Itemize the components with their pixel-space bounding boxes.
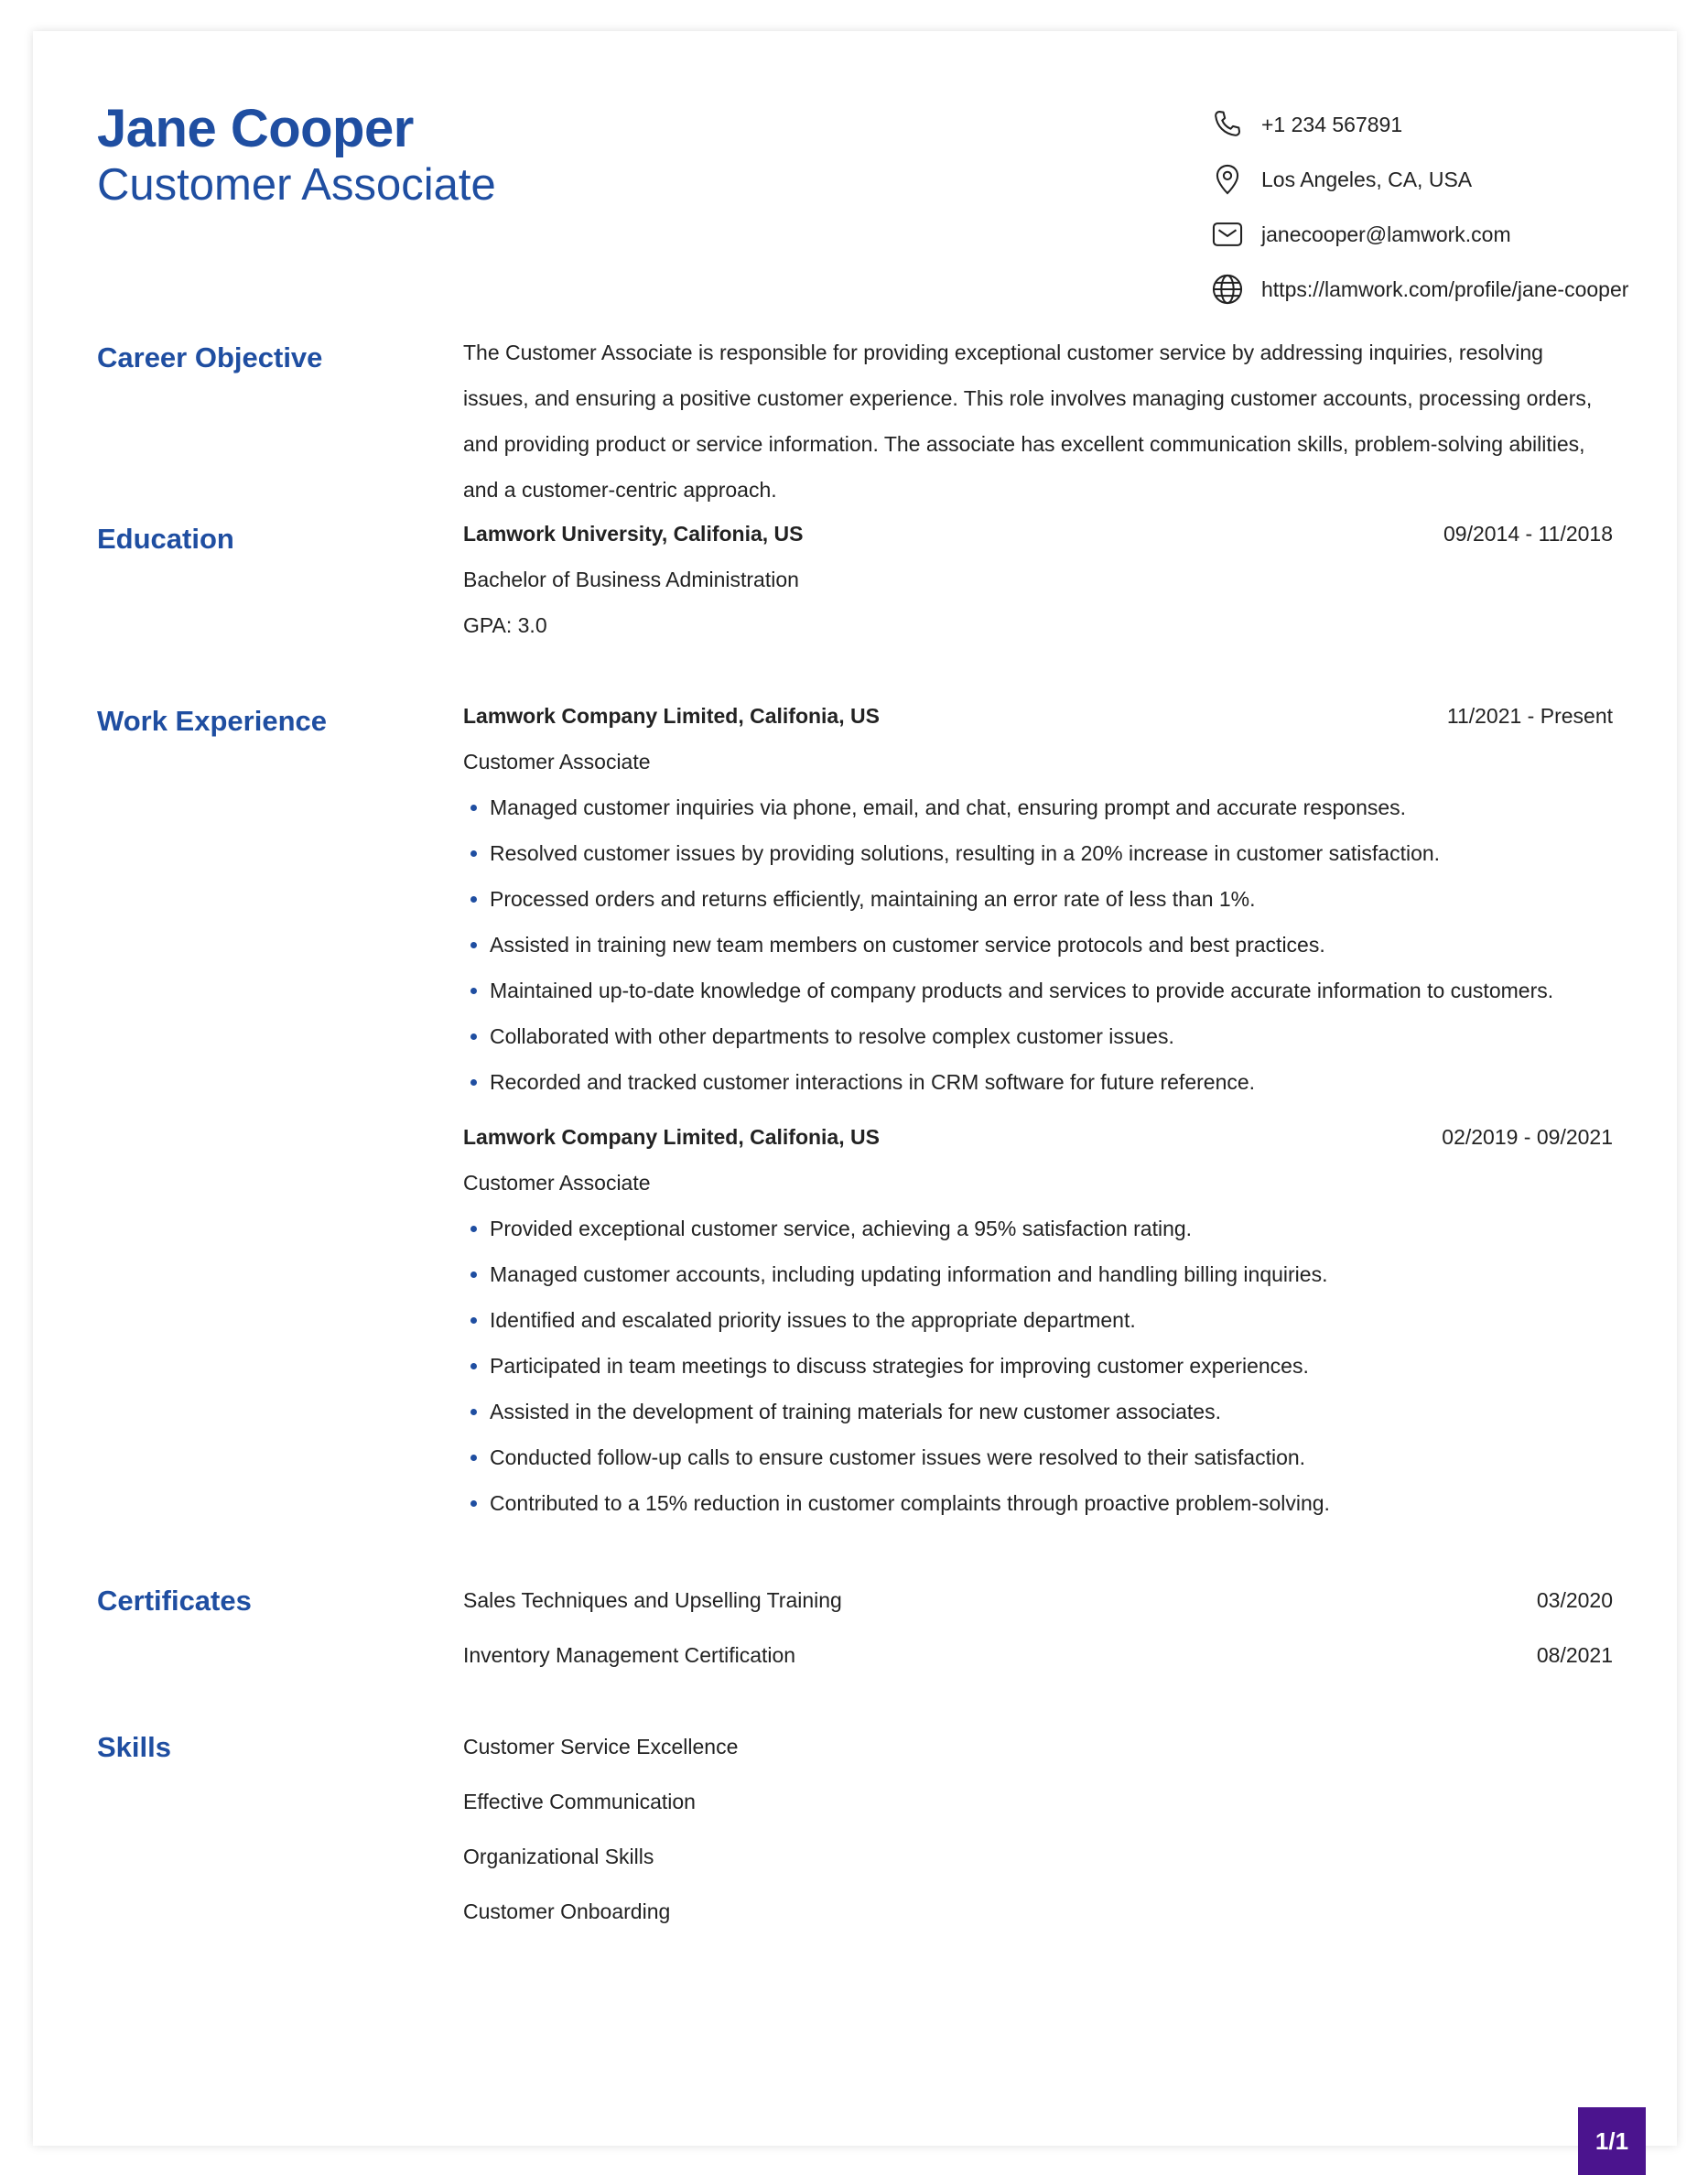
bullet-dot (470, 942, 477, 948)
section-title: Work Experience (97, 705, 327, 737)
section-body (463, 1573, 1613, 1683)
bullet-dot (470, 1033, 477, 1040)
certificate-row (463, 1573, 1613, 1628)
bullet-dot (470, 1409, 477, 1415)
list-item (463, 1013, 1613, 1059)
list-item (463, 785, 1613, 830)
skill-item: Customer Onboarding (463, 1899, 671, 1923)
section-title: Certificates (97, 1585, 252, 1617)
section-body (463, 1719, 1613, 1939)
job-position: Customer Associate (463, 1171, 651, 1195)
section-title: Education (97, 523, 234, 555)
page-indicator[interactable]: 1/1 (1578, 2107, 1646, 2175)
bullet-dot (470, 1317, 477, 1324)
job-dates: 02/2019 - 09/2021 (1442, 1124, 1613, 1149)
skill-item: Effective Communication (463, 1790, 696, 1813)
bullet-dot (470, 988, 477, 994)
school-name: Lamwork University, Califonia, US (463, 521, 804, 546)
certificate-name: Inventory Management Certification (463, 1642, 796, 1667)
bullet-text: Collaborated with other departments to resolve complex customer issues. (490, 1024, 1174, 1048)
contact-phone (1210, 97, 1613, 152)
globe-icon (1210, 272, 1245, 307)
job-header-row (463, 693, 1613, 739)
phone-icon (1210, 107, 1245, 142)
section-work-experience (97, 704, 1613, 1555)
email-text[interactable]: janecooper@lamwork.com (1261, 222, 1511, 246)
list-item (463, 1297, 1613, 1343)
list-item (463, 1343, 1613, 1389)
bullet-text: Identified and escalated priority issues to the appropriate department. (490, 1308, 1136, 1332)
list-item (463, 1251, 1613, 1297)
list-item (463, 1434, 1613, 1480)
list-item (463, 1206, 1613, 1251)
bullet-dot (470, 1500, 477, 1507)
bullet-dot (470, 1079, 477, 1086)
bullet-dot (470, 1271, 477, 1278)
job-entry (463, 1114, 1613, 1526)
job-bullets (463, 785, 1613, 1105)
bullet-dot (470, 896, 477, 903)
list-item (463, 1389, 1613, 1434)
resume-header (97, 71, 1629, 309)
section-title: Career Objective (97, 341, 323, 373)
skill-item: Organizational Skills (463, 1845, 654, 1868)
certificate-date: 03/2020 (1536, 1587, 1613, 1612)
bullet-dot (470, 850, 477, 857)
section-career-objective (97, 341, 1613, 505)
section-certificates (97, 1584, 1613, 1712)
list-item (463, 1480, 1613, 1526)
bullet-dot (470, 1226, 477, 1232)
skill-item: Customer Service Excellence (463, 1735, 739, 1758)
contact-website (1210, 262, 1629, 317)
job-entry (463, 693, 1613, 1105)
candidate-role: Customer Associate (97, 160, 496, 210)
list-item (463, 968, 1613, 1013)
bullet-text: Managed customer inquiries via phone, email, and chat, ensuring prompt and accurate responses. (490, 795, 1407, 819)
section-body (463, 511, 1613, 648)
bullet-text: Managed customer accounts, including updating information and handling billing inquiries. (490, 1262, 1328, 1286)
education-dates: 09/2014 - 11/2018 (1443, 521, 1613, 546)
website-text[interactable]: https://lamwork.com/profile/jane-cooper (1261, 276, 1629, 301)
bullet-text: Provided exceptional customer service, achieving a 95% satisfaction rating. (490, 1217, 1193, 1240)
list-item (463, 922, 1613, 968)
section-body (463, 341, 1613, 513)
job-bullets (463, 1206, 1613, 1526)
candidate-name: Jane Cooper (97, 99, 414, 158)
gpa: GPA: 3.0 (463, 613, 547, 637)
bullet-text: Assisted in the development of training materials for new customer associates. (490, 1400, 1221, 1423)
section-body (463, 693, 1613, 1526)
contact-list (1210, 97, 1629, 317)
certificate-row (463, 1628, 1613, 1683)
mail-icon (1210, 217, 1245, 252)
job-company: Lamwork Company Limited, Califonia, US (463, 703, 880, 728)
bullet-text: Maintained up-to-date knowledge of company products and services to provide accurate information to customers. (490, 979, 1554, 1002)
location-pin-icon (1210, 162, 1245, 197)
bullet-text: Contributed to a 15% reduction in customer complaints through proactive problem-solving. (490, 1491, 1330, 1515)
bullet-dot (470, 1363, 477, 1369)
bullet-text: Processed orders and returns efficiently, maintaining an error rate of less than 1%. (490, 887, 1256, 911)
bullet-dot (470, 805, 477, 811)
certificate-name: Sales Techniques and Upselling Training (463, 1587, 842, 1612)
bullet-text: Participated in team meetings to discuss strategies for improving customer experiences. (490, 1354, 1309, 1378)
bullet-text: Resolved customer issues by providing solutions, resulting in a 20% increase in customer satisfaction. (490, 841, 1441, 865)
list-item (463, 830, 1613, 876)
section-education (97, 522, 1613, 668)
list-item (463, 1059, 1613, 1105)
contact-location (1210, 152, 1613, 207)
job-header-row (463, 1114, 1613, 1160)
bullet-dot (470, 1455, 477, 1461)
objective-text: The Customer Associate is responsible for providing exceptional customer service by addressing inquiries, resolving issues, and ensuring a positive customer experience. This role involves managing customer accounts, processing orders, and providing product or service information. The associate has excellent communication skills, problem-solving abilities, and a customer-centric approach. (463, 341, 1593, 502)
job-dates: 11/2021 - Present (1446, 703, 1613, 728)
job-company: Lamwork Company Limited, Califonia, US (463, 1124, 880, 1149)
degree: Bachelor of Business Administration (463, 568, 799, 591)
resume-page (33, 31, 1677, 2155)
certificate-date: 08/2021 (1536, 1642, 1613, 1667)
education-header-row (463, 511, 1613, 557)
bullet-text: Conducted follow-up calls to ensure customer issues were resolved to their satisfaction. (490, 1445, 1306, 1469)
bullet-text: Recorded and tracked customer interactions in CRM software for future reference. (490, 1070, 1256, 1094)
job-position: Customer Associate (463, 750, 651, 774)
section-title: Skills (97, 1731, 171, 1763)
section-skills (97, 1730, 1613, 1968)
bullet-text: Assisted in training new team members on customer service protocols and best practices. (490, 933, 1325, 957)
location-text: Los Angeles, CA, USA (1261, 167, 1473, 191)
contact-email (1210, 207, 1613, 262)
list-item (463, 876, 1613, 922)
phone-text[interactable]: +1 234 567891 (1261, 112, 1403, 136)
